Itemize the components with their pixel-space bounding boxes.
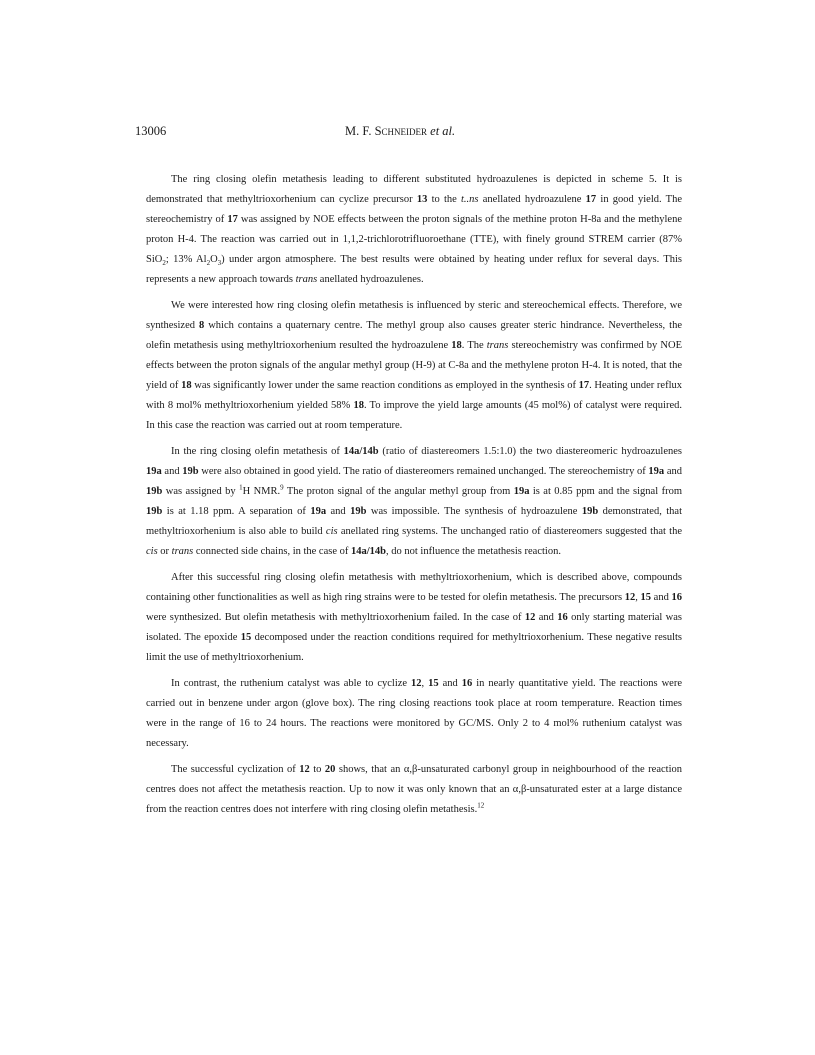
- text-run: and: [326, 506, 351, 517]
- text-run: only starting material was isolated. The epoxide: [146, 612, 682, 643]
- text-run: demonstrated, that methyltrioxorhenium is also able to build: [146, 506, 682, 537]
- author-surname: Schneider: [374, 124, 428, 138]
- compound-ref: 12: [624, 592, 636, 603]
- text-run: O: [210, 254, 218, 265]
- compound-ref: 19b: [146, 486, 163, 497]
- running-head: [345, 124, 455, 139]
- text-run: The proton signal of the angular methyl group from: [283, 486, 514, 497]
- paragraph-3: [146, 442, 682, 562]
- text-run: anellated hydroazulenes.: [317, 274, 424, 285]
- paragraph-2: [146, 296, 682, 436]
- compound-ref: 15: [640, 592, 652, 603]
- italic-term: t..ns: [461, 194, 479, 205]
- text-run: and: [438, 678, 462, 689]
- text-run: . The: [461, 340, 487, 351]
- compound-ref: 12: [299, 764, 310, 775]
- paragraph-5: [146, 674, 682, 754]
- compound-ref: 8: [198, 320, 205, 331]
- compound-ref: 20: [324, 764, 336, 775]
- text-run: were synthesized. But olefin metathesis with methyltrioxorhenium failed. In the case of: [146, 612, 525, 623]
- paragraph-4: [146, 568, 682, 668]
- italic-term: cis: [146, 546, 158, 557]
- text-run: or: [157, 546, 172, 557]
- compound-ref: 15: [240, 632, 252, 643]
- text-run: is at 1.18 ppm. A separation of: [162, 506, 311, 517]
- compound-ref: 16: [671, 592, 682, 603]
- compound-ref: 16: [461, 678, 473, 689]
- compound-ref: 16: [557, 612, 568, 623]
- text-run: decomposed under the reaction conditions required for methyltrioxorhenium. These negative results limit the use of methyltrioxorhenium.: [146, 632, 683, 663]
- compound-ref: 19a: [146, 466, 162, 477]
- compound-ref: 17: [585, 194, 597, 205]
- compound-ref: 18: [353, 400, 364, 411]
- et-al: et al.: [430, 124, 456, 138]
- text-run: ) under argon atmosphere. The best results were obtained by heating under reflux for several days. This represents a new approach towards: [146, 254, 682, 285]
- text-run: was significantly lower under the same reaction conditions as employed in the synthesis of: [191, 380, 579, 391]
- text-run: . To improve the yield large amounts (45 mol%) of catalyst were required. In this case the reaction was carried out at room temperature.: [146, 400, 682, 431]
- compound-ref: 19b: [182, 466, 199, 477]
- compound-ref: 19a: [648, 466, 665, 477]
- superscript: 1: [239, 483, 243, 492]
- page-header: [135, 124, 680, 144]
- text-run: After this successful ring closing olefin metathesis with methyltrioxorhenium, which is described above, compounds containing other functionalities as well as high ring strains were to be tested for olefin metathesis. The precursors: [146, 572, 682, 603]
- italic-term: trans: [171, 546, 194, 557]
- compound-ref: 19a: [310, 506, 327, 517]
- subscript: 3: [217, 259, 222, 268]
- compound-ref: 19a: [513, 486, 530, 497]
- text-run: and: [161, 466, 183, 477]
- text-run: is at 0.85 ppm and the signal from: [529, 486, 682, 497]
- compound-ref: 14a/14b: [351, 546, 387, 557]
- text-run: We were interested how ring closing olefin metathesis is influenced by steric and stereochemical effects. Therefore, we synthesized: [146, 300, 682, 331]
- superscript: 9: [280, 483, 284, 492]
- compound-ref: 19b: [581, 506, 599, 517]
- compound-ref: 17: [227, 214, 238, 225]
- compound-ref: 18: [181, 380, 192, 391]
- italic-term: trans: [486, 340, 509, 351]
- page-number: 13006: [135, 124, 167, 138]
- text-run: was impossible. The synthesis of hydroazulene: [366, 506, 582, 517]
- text-run: (ratio of diastereomers 1.5:1.0) the two diastereomeric hydroazulenes: [378, 446, 682, 457]
- text-run: ; 13% Al: [165, 254, 207, 265]
- text-run: to the: [427, 194, 462, 205]
- body-text: [146, 170, 682, 826]
- italic-term: cis: [325, 526, 338, 537]
- compound-ref: 14a/14b: [343, 446, 379, 457]
- text-run: and: [535, 612, 558, 623]
- subscript: 2: [162, 259, 166, 268]
- text-run: stereochemistry was confirmed by NOE effects between the proton signals of the angular methyl group (H-9) at C-8a and the methylene proton H-4. It is noted, that the yield of: [146, 340, 682, 391]
- text-run: anellated hydroazulene: [478, 194, 586, 205]
- text-run: and: [651, 592, 672, 603]
- text-run: , do not influence the metathesis reaction.: [386, 546, 561, 557]
- compound-ref: 12: [411, 678, 422, 689]
- text-run: were also obtained in good yield. The ratio of diastereomers remained unchanged. The stereochemistry of: [198, 466, 649, 477]
- text-run: The ring closing olefin metathesis leading to different substituted hydroazulenes is depicted in scheme 5. It is demonstrated that methyltrioxorhenium can cyclize precursor: [146, 174, 682, 205]
- compound-ref: 15: [428, 678, 439, 689]
- paragraph-6: [146, 760, 682, 820]
- text-run: ,: [421, 678, 429, 689]
- compound-ref: 12: [524, 612, 536, 623]
- text-run: to: [309, 764, 325, 775]
- text-run: connected side chains, in the case of: [193, 546, 351, 557]
- text-run: ,: [635, 592, 641, 603]
- text-run: in good yield. The stereochemistry of: [146, 194, 682, 225]
- compound-ref: 19b: [146, 506, 163, 517]
- text-run: which contains a quaternary centre. The methyl group also causes greater steric hindrance. Nevertheless, the olefin metathesis using methyltrioxorhenium resulted the hydroazulene: [146, 320, 682, 351]
- subscript: 2: [206, 259, 211, 268]
- text-run: shows, that an α,β-unsaturated carbonyl group in neighbourhood of the reaction centres does not affect the metathesis reaction. Up to now it was only known that an α,β-unsaturated ester at a large distance from the reaction centres does not interfere with ring closing olefin metathesis.: [146, 764, 682, 815]
- text-run: and: [664, 466, 682, 477]
- compound-ref: 17: [578, 380, 590, 391]
- compound-ref: 19b: [350, 506, 367, 517]
- text-run: was assigned by: [162, 486, 240, 497]
- text-run: The successful cyclization of: [171, 764, 300, 775]
- paragraph-1: [146, 170, 682, 290]
- text-run: In contrast, the ruthenium catalyst was able to cyclize: [171, 678, 412, 689]
- compound-ref: 18: [451, 340, 462, 351]
- italic-term: trans: [295, 274, 318, 285]
- text-run: in nearly quantitative yield. The reactions were carried out in benzene under argon (glove box). The ring closing reactions took place at room temperature. Reaction times were in the range of 16 to 24 hours. The reactions were monitored by GC/MS. Only 2 to 4 mol% ruthenium catalyst was necessary.: [146, 678, 682, 749]
- text-run: was assigned by NOE effects between the proton signals of the methine proton H-8a and the methylene proton H-4. The reaction was carried out in 1,1,2-trichlorotrifluoroethane (TTE), with finely ground STREM carrier (87% SiO: [146, 214, 682, 265]
- text-run: H NMR.: [242, 486, 281, 497]
- author-initials: M. F.: [345, 124, 375, 138]
- text-run: anellated ring systems. The unchanged ratio of diastereomers suggested that the: [337, 526, 682, 537]
- superscript: 12: [477, 801, 485, 810]
- compound-ref: 13: [416, 194, 428, 205]
- text-run: . Heating under reflux with 8 mol% methyltrioxorhenium yielded 58%: [146, 380, 682, 411]
- text-run: In the ring closing olefin metathesis of: [171, 446, 344, 457]
